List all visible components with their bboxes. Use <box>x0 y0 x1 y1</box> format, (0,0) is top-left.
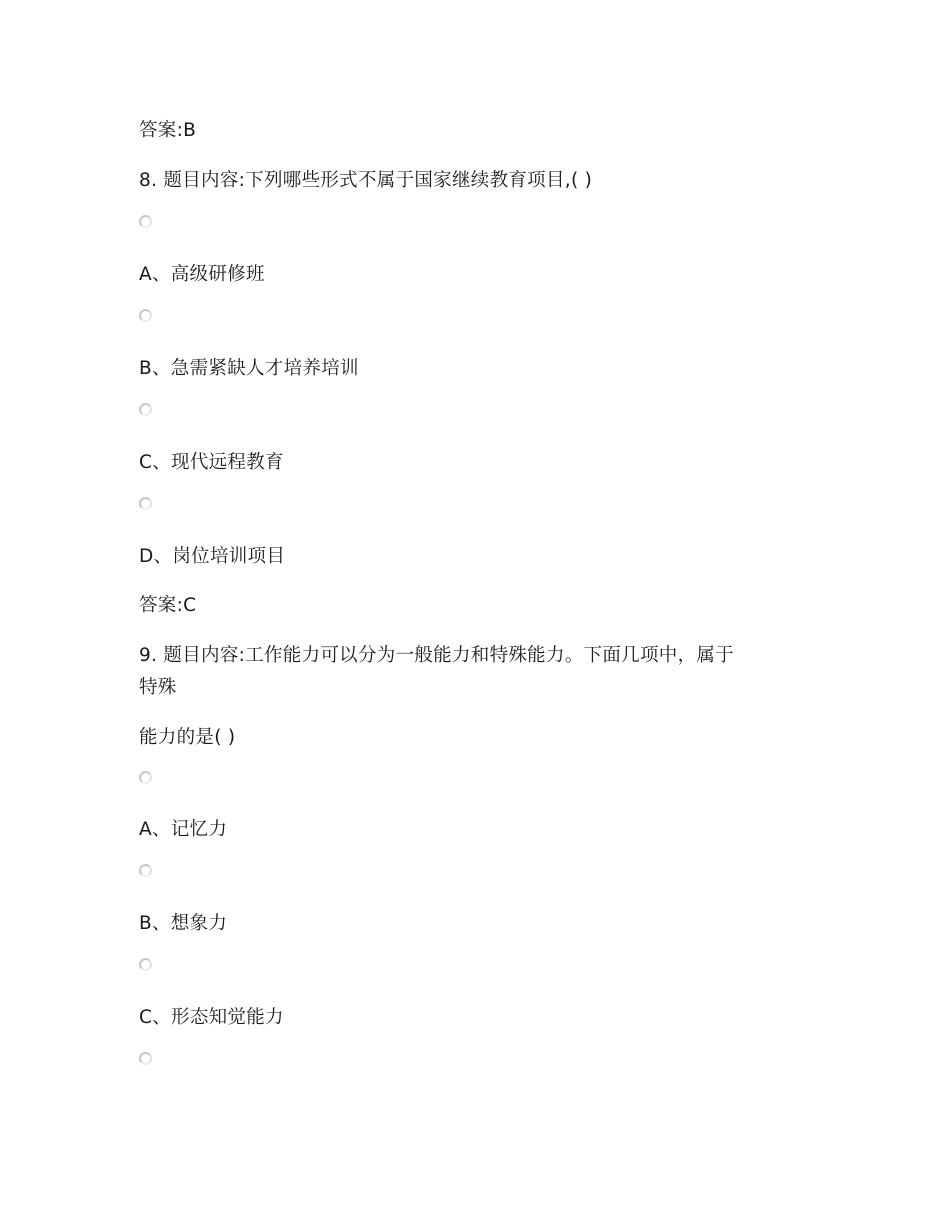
q8-option-a-radio[interactable] <box>139 215 152 228</box>
q8-option-a: A、高级研修班 <box>139 264 265 285</box>
q8-option-c: C、现代远程教育 <box>139 452 284 473</box>
q9-option-b-radio[interactable] <box>139 864 152 877</box>
q9-question-line2: 特殊 <box>139 677 177 698</box>
q9-option-a: A、记忆力 <box>139 819 228 840</box>
q9-option-c-radio[interactable] <box>139 958 152 971</box>
q9-option-c: C、形态知觉能力 <box>139 1007 284 1028</box>
q8-option-d: D、岗位培训项目 <box>139 546 286 567</box>
q9-question-line1: 9. 题目内容:工作能力可以分为一般能力和特殊能力。下面几项中，属于 <box>139 645 734 666</box>
q9-option-a-radio[interactable] <box>139 771 152 784</box>
q7-answer: 答案:B <box>139 120 197 141</box>
q8-question: 8. 题目内容:下列哪些形式不属于国家继续教育项目,( ) <box>139 170 593 191</box>
q8-option-b: B、急需紧缺人才培养培训 <box>139 358 359 379</box>
q9-question-line3: 能力的是( ) <box>139 727 236 748</box>
q9-option-d-radio[interactable] <box>139 1052 152 1065</box>
q8-answer: 答案:C <box>139 595 197 616</box>
q8-option-d-radio[interactable] <box>139 497 152 510</box>
q8-option-c-radio[interactable] <box>139 403 152 416</box>
q9-option-b: B、想象力 <box>139 913 228 934</box>
q8-option-b-radio[interactable] <box>139 309 152 322</box>
